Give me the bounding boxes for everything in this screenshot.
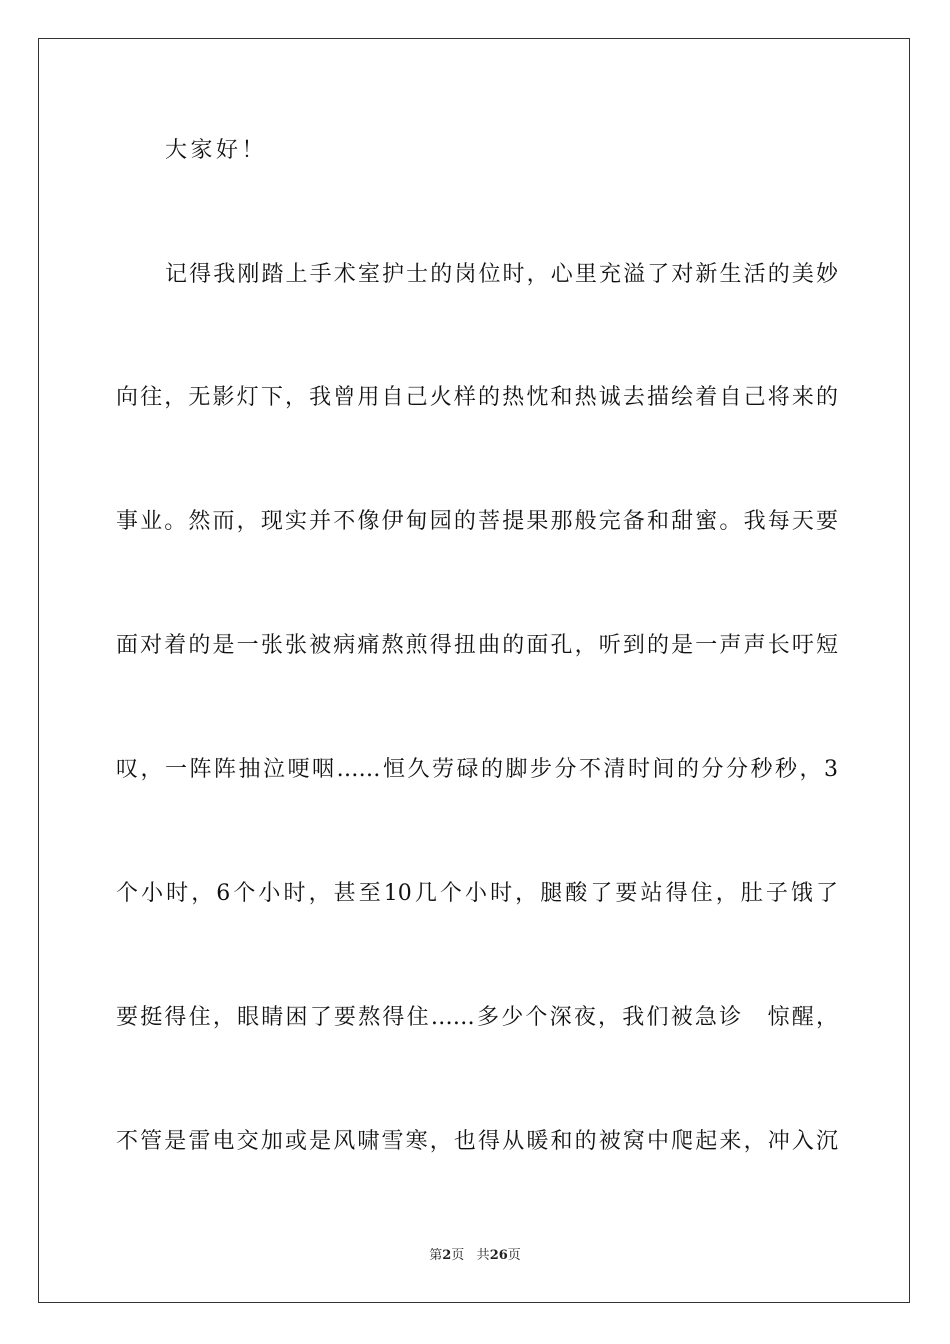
paragraph-line-5: 叹，一阵阵抽泣哽咽……恒久劳碌的脚步分不清时间的分分秒秒，3 [116,757,838,782]
paragraph-line-4: 面对着的是一张张被病痛熬煎得扭曲的面孔，听到的是一声声长吁短 [116,633,838,658]
footer-page-suffix: 页 [451,1248,465,1263]
footer-total-prefix: 共 [476,1248,490,1263]
footer-page-total: 26 [489,1248,508,1263]
paragraph-line-7: 要挺得住，眼睛困了要熬得住……多少个深夜，我们被急诊 惊醒， [116,1005,838,1030]
footer-page-prefix: 第 [429,1248,443,1263]
paragraph-line-1: 记得我刚踏上手术室护士的岗位时，心里充溢了对新生活的美妙 [165,262,838,287]
greeting-text: 大家好！ [165,138,268,163]
paragraph-line-8: 不管是雷电交加或是风啸雪寒，也得从暖和的被窝中爬起来，冲入沉 [116,1129,838,1154]
paragraph-line-2: 向往，无影灯下，我曾用自己火样的热忱和热诚去描绘着自己将来的 [116,385,838,410]
footer-total-suffix: 页 [507,1248,521,1263]
page-frame [38,38,910,1303]
footer-page-current: 2 [442,1248,452,1263]
page-footer [0,1247,950,1265]
paragraph-line-3: 事业。然而，现实并不像伊甸园的菩提果那般完备和甜蜜。我每天要 [116,509,838,534]
paragraph-line-6: 个小时，6个小时，甚至10几个小时，腿酸了要站得住，肚子饿了 [116,881,838,906]
